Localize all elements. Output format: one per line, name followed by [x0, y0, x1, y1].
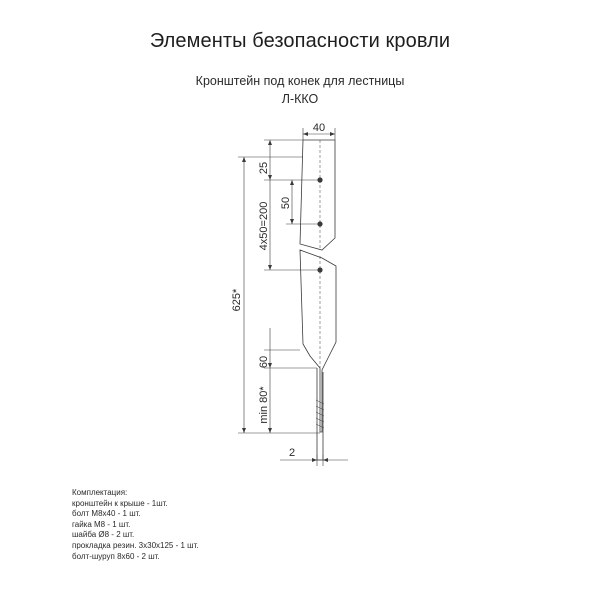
dim-hole-spacing-label: 50 [280, 196, 292, 210]
kit-item: гайка М8 - 1 шт. [72, 519, 131, 529]
product-code: Л-ККО [281, 92, 319, 106]
kit-heading: Комплектация: [72, 488, 128, 497]
kit-item: кронштейн к крыше - 1шт. [72, 498, 168, 508]
kit-item: болт М8х40 - 1 шт. [72, 509, 141, 519]
dim-bend-label: 60 [258, 355, 270, 369]
kit-list [72, 488, 199, 562]
dim-thickness-label: 2 [288, 447, 296, 459]
dim-min-tail-label: min 80* [258, 386, 270, 424]
kit-item: шайба Ø8 - 2 шт. [72, 530, 135, 540]
page-title: Элементы безопасности кровли [149, 30, 451, 52]
bracket-outline-top [300, 140, 335, 250]
dim-overall-label: 625* [231, 288, 243, 312]
dim-width-label: 40 [312, 122, 326, 134]
product-name: Кронштейн под конек для лестницы [195, 74, 405, 88]
dim-offset-label: 25 [258, 161, 270, 175]
bracket-outline-body [300, 250, 336, 432]
dim-holes-total-label: 4x50=200 [258, 201, 270, 251]
kit-item: болт-шуруп 8х60 - 2 шт. [72, 551, 160, 561]
kit-item: прокладка резин. 3х30х125 - 1 шт. [72, 540, 199, 550]
